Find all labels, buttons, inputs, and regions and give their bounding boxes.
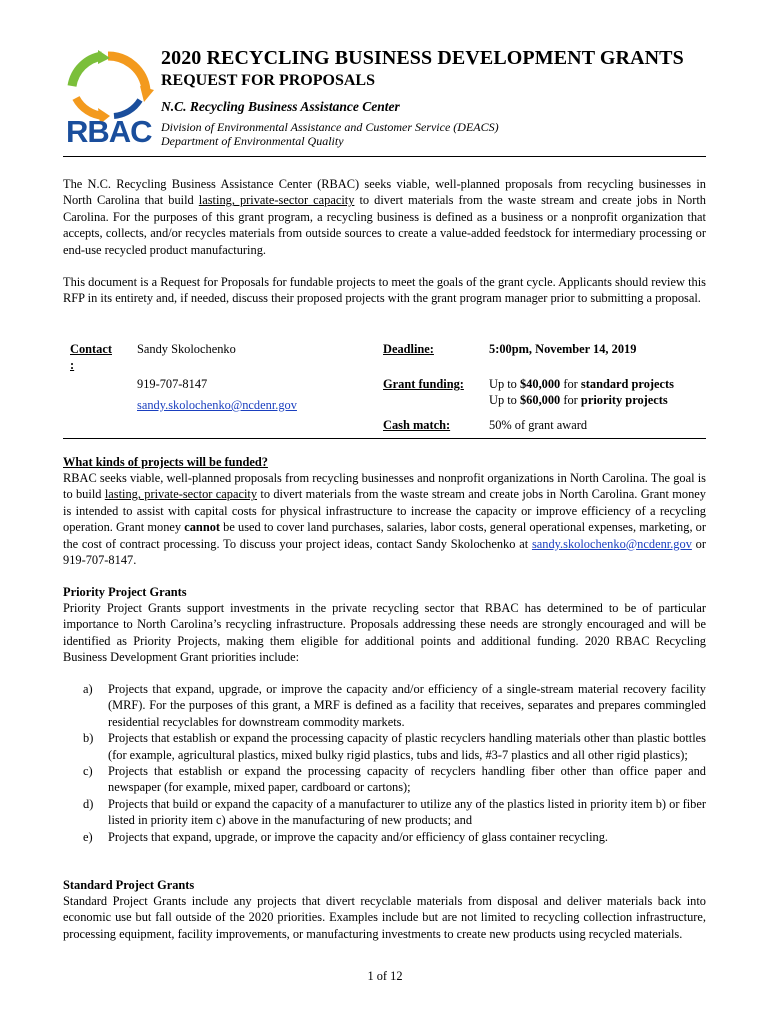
contact-label-colon: : [70, 358, 75, 372]
intro-paragraph-2: This document is a Request for Proposals for fundable projects to meet the goals of the grant cycle. Applicants should review this RFP in its entirety and, if needed, discuss their proposed projects with the grant program manager prior to submitting a proposal. [63, 275, 706, 306]
cash-match-value: 50% of grant award [489, 418, 588, 432]
contact-email-link[interactable]: sandy.skolochenko@ncdenr.gov [137, 398, 297, 412]
logo-text: RBAC [66, 114, 152, 149]
contact-divider [63, 438, 706, 439]
standard-heading: Standard Project Grants [63, 878, 195, 892]
list-item: b) Projects that establish or expand the processing capacity of plastic recyclers handling materials other than plastic bottles (for example, agricultural plastics, mixed bulky rigid plastics, tubs and lids, #3-7 plastics and all other rigid plastics); [83, 731, 706, 762]
contact-name: Sandy Skolochenko [137, 342, 236, 356]
priority-heading: Priority Project Grants [63, 585, 187, 599]
cash-match-label: Cash match: [383, 418, 451, 432]
funded-paragraph: RBAC seeks viable, well-planned proposals from recycling businesses and nonprofit organizations in North Carolina. The goal is to build lasting, private-sector capacity to divert materials from the waste stream and create jobs in North Carolina. Grant money is intended to assist with capital costs for physical infrastructure to increase the capacity or improve efficiency of a recycling operation. Grant money cannot be used to cover land purchases, salaries, labor costs, general operational expenses, marketing, or the cost of contract processing. To discuss your project ideas, contact Sandy Skolochenko at sandy.skolochenko@ncdenr.gov or 919-707-8147. [63, 471, 707, 568]
list-item: e) Projects that expand, upgrade, or improve the capacity and/or efficiency of glass container recycling. [83, 829, 609, 844]
funded-email-link[interactable]: sandy.skolochenko@ncdenr.gov [531, 536, 692, 551]
page-number: 1 of 12 [367, 969, 403, 983]
list-item: c) Projects that establish or expand the processing capacity of recyclers handling fiber other than office paper and newspaper (for example, mixed paper, cardboard or cartons); [83, 764, 706, 795]
document-subtitle: REQUEST FOR PROPOSALS [161, 72, 375, 89]
deadline-label: Deadline: [383, 342, 434, 356]
contact-phone: 919-707-8147 [137, 377, 208, 391]
document-title: 2020 RECYCLING BUSINESS DEVELOPMENT GRANTS [161, 47, 684, 69]
organization-name: N.C. Recycling Business Assistance Center [161, 99, 400, 114]
list-item: a) Projects that expand, upgrade, or improve the capacity and/or efficiency of a single-stream material recovery facility (MRF). For the purposes of this grant, a MRF is defined as a facility that receives, separates and prepares commingled residential recyclables for downstream commodity markets. [83, 682, 706, 729]
priority-paragraph: Priority Project Grants support investments in the private recycling sector that RBAC has determined to be of particular importance to North Carolina’s recycling infrastructure. Proposals addressing these needs are strongly encouraged and will be identified as Priority Projects, making them eligible for additional points and additional funding. 2020 RBAC Recycling Business Development Grant priorities include: [63, 601, 706, 665]
deadline-value: 5:00pm, November 14, 2019 [489, 342, 637, 356]
list-item: d) Projects that build or expand the capacity of a manufacturer to utilize any of the plastics listed in priority item b) or fiber listed in priority item c) above in the manufacturing of new products; and [83, 796, 706, 828]
department-name: Department of Environmental Quality [161, 134, 344, 148]
contact-label: Contact [70, 342, 112, 356]
header-divider [63, 156, 706, 157]
intro-paragraph-1: The N.C. Recycling Business Assistance Center (RBAC) seeks viable, well-planned proposals from recycling businesses in North Carolina that build lasting, private-sector capacity to divert materials from the waste stream and create jobs in North Carolina. For the purposes of this grant program, a recycling business is defined as a business or a nonprofit organization that accepts, collects, and/or recycles materials from outside sources to create a value-added feedstock for intermediary processing or end-use recycled product manufacturing. [63, 177, 706, 257]
funded-heading: What kinds of projects will be funded? [63, 455, 268, 469]
grant-funding-label: Grant funding: [383, 377, 464, 391]
standard-paragraph: Standard Project Grants include any projects that divert recyclable materials from disposal and deliver materials back into economic use but fall outside of the 2020 priorities. Examples include but are not limited to recycling collection infrastructure, processing equipment, facility improvements, or manufacturing investments to create new products using recycled materials. [63, 894, 706, 941]
division-name: Division of Environmental Assistance and Customer Service (DEACS) [161, 120, 499, 134]
grant-funding-standard: Up to $40,000 for standard projects [489, 377, 674, 391]
grant-funding-priority: Up to $60,000 for priority projects [489, 393, 668, 407]
priority-list [63, 681, 706, 845]
